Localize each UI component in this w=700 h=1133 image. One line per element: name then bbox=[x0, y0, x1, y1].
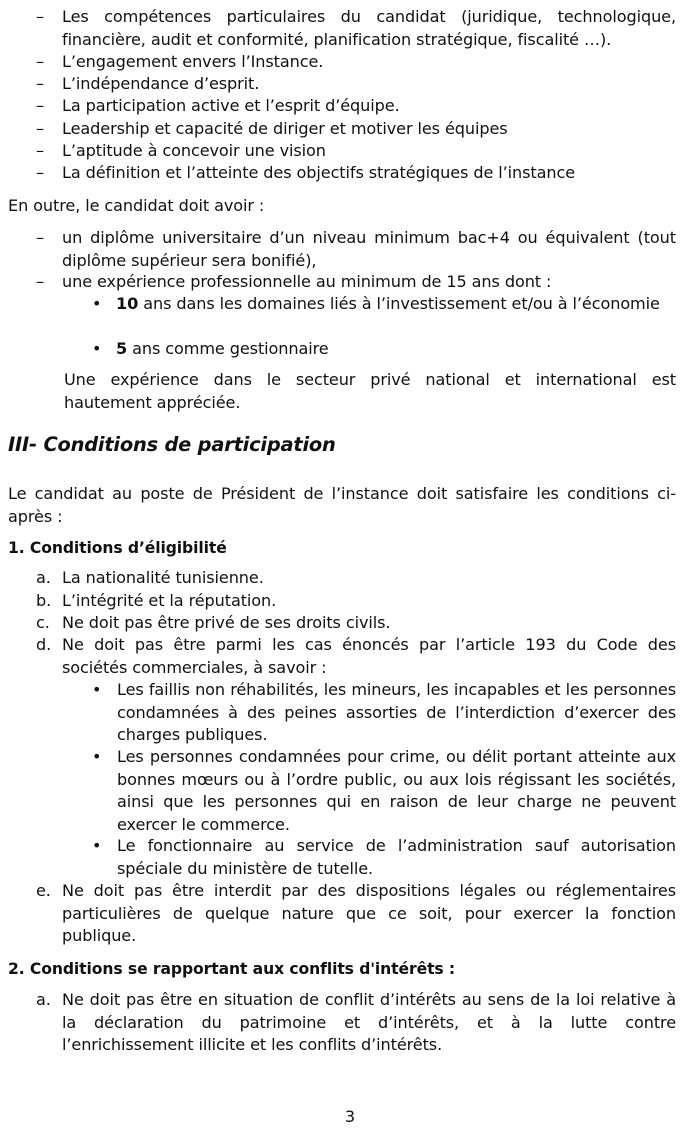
bullet-marker: • bbox=[92, 836, 102, 855]
list-item: un diplôme universitaire d’un niveau minimum bac+4 ou équivalent (tout diplôme supérieur sera bonifié), bbox=[62, 228, 676, 270]
list-item: La nationalité tunisienne. bbox=[62, 568, 264, 587]
bullet-marker: • bbox=[92, 339, 102, 358]
list-item-experience bbox=[116, 338, 676, 361]
list-item: Ne doit pas être interdit par des dispositions légales ou réglementaires particulières de quelque nature que ce soit, pour exercer la fonction publique. bbox=[62, 881, 676, 946]
list-marker: a. bbox=[36, 568, 51, 587]
paragraph-private-sector: Une expérience dans le secteur privé national et international est hautement appréciée. bbox=[64, 370, 676, 412]
list-item: Les compétences particulaires du candidat (juridique, technologique, financière, audit et conformité, planification stratégique, fiscalité …). bbox=[62, 7, 676, 49]
page-number: 3 bbox=[344, 1107, 356, 1126]
list-item: Ne doit pas être en situation de conflit d’intérêts au sens de la loi relative à la déclaration du patrimoine et d’intérêts, et à la lutte contre l’enrichissement illicite et les conflits d’intérêts. bbox=[62, 990, 676, 1055]
section-heading: III- Conditions de participation bbox=[8, 433, 336, 456]
list-item: L’indépendance d’esprit. bbox=[62, 74, 260, 93]
list-marker: – bbox=[36, 96, 44, 115]
bullet-marker: • bbox=[92, 294, 102, 313]
list-item-exclusion: Les faillis non réhabilités, les mineurs, les incapables et les personnes condamnées à des peines assorties de l’interdiction d’exercer des charges publiques. bbox=[117, 680, 676, 745]
experience-text: ans dans les domaines liés à l’investissement et/ou à l’économie bbox=[138, 294, 660, 313]
list-marker: b. bbox=[36, 591, 52, 610]
years-count: 10 bbox=[116, 294, 139, 313]
list-marker: – bbox=[36, 74, 44, 93]
list-marker: – bbox=[36, 272, 44, 291]
list-marker: – bbox=[36, 7, 44, 26]
list-marker: – bbox=[36, 228, 44, 247]
list-item-exclusion: Le fonctionnaire au service de l’administration sauf autorisation spéciale du ministère de tutelle. bbox=[117, 836, 676, 878]
list-item: Ne doit pas être privé de ses droits civils. bbox=[62, 613, 391, 632]
subsection-heading-eligibility: 1. Conditions d’éligibilité bbox=[8, 539, 227, 557]
years-count: 5 bbox=[116, 339, 128, 358]
list-marker: a. bbox=[36, 990, 51, 1009]
list-item-exclusion: Les personnes condamnées pour crime, ou délit portant atteinte aux bonnes mœurs ou à l’ordre public, ou aux lois régissant les sociétés, ainsi que les personnes qui en raison de leur charge ne peuvent exercer le commerce. bbox=[117, 747, 676, 834]
list-item: Leadership et capacité de diriger et motiver les équipes bbox=[62, 119, 508, 138]
experience-text: ans comme gestionnaire bbox=[127, 339, 329, 358]
list-item-experience bbox=[116, 293, 676, 316]
list-item: Ne doit pas être parmi les cas énoncés par l’article 193 du Code des sociétés commerciales, à savoir : bbox=[62, 635, 676, 677]
paragraph-section-intro: Le candidat au poste de Président de l’instance doit satisfaire les conditions ci-après : bbox=[8, 484, 676, 526]
list-marker: d. bbox=[36, 635, 52, 654]
bullet-marker: • bbox=[92, 680, 102, 699]
bullet-marker: • bbox=[92, 747, 102, 766]
subsection-heading-conflicts: 2. Conditions se rapportant aux conflits d'intérêts : bbox=[8, 960, 456, 978]
list-marker: c. bbox=[36, 613, 50, 632]
list-item: La définition et l’atteinte des objectifs stratégiques de l’instance bbox=[62, 163, 576, 182]
list-marker: – bbox=[36, 141, 44, 160]
list-marker: e. bbox=[36, 881, 51, 900]
list-item: La participation active et l’esprit d’équipe. bbox=[62, 96, 400, 115]
list-marker: – bbox=[36, 163, 44, 182]
list-item: L’engagement envers l’Instance. bbox=[62, 52, 324, 71]
paragraph-requirements-intro: En outre, le candidat doit avoir : bbox=[8, 196, 265, 215]
list-marker: – bbox=[36, 119, 44, 138]
list-marker: – bbox=[36, 52, 44, 71]
list-item: L’intégrité et la réputation. bbox=[62, 591, 277, 610]
list-item: L’aptitude à concevoir une vision bbox=[62, 141, 326, 160]
list-item: une expérience professionnelle au minimum de 15 ans dont : bbox=[62, 272, 552, 291]
